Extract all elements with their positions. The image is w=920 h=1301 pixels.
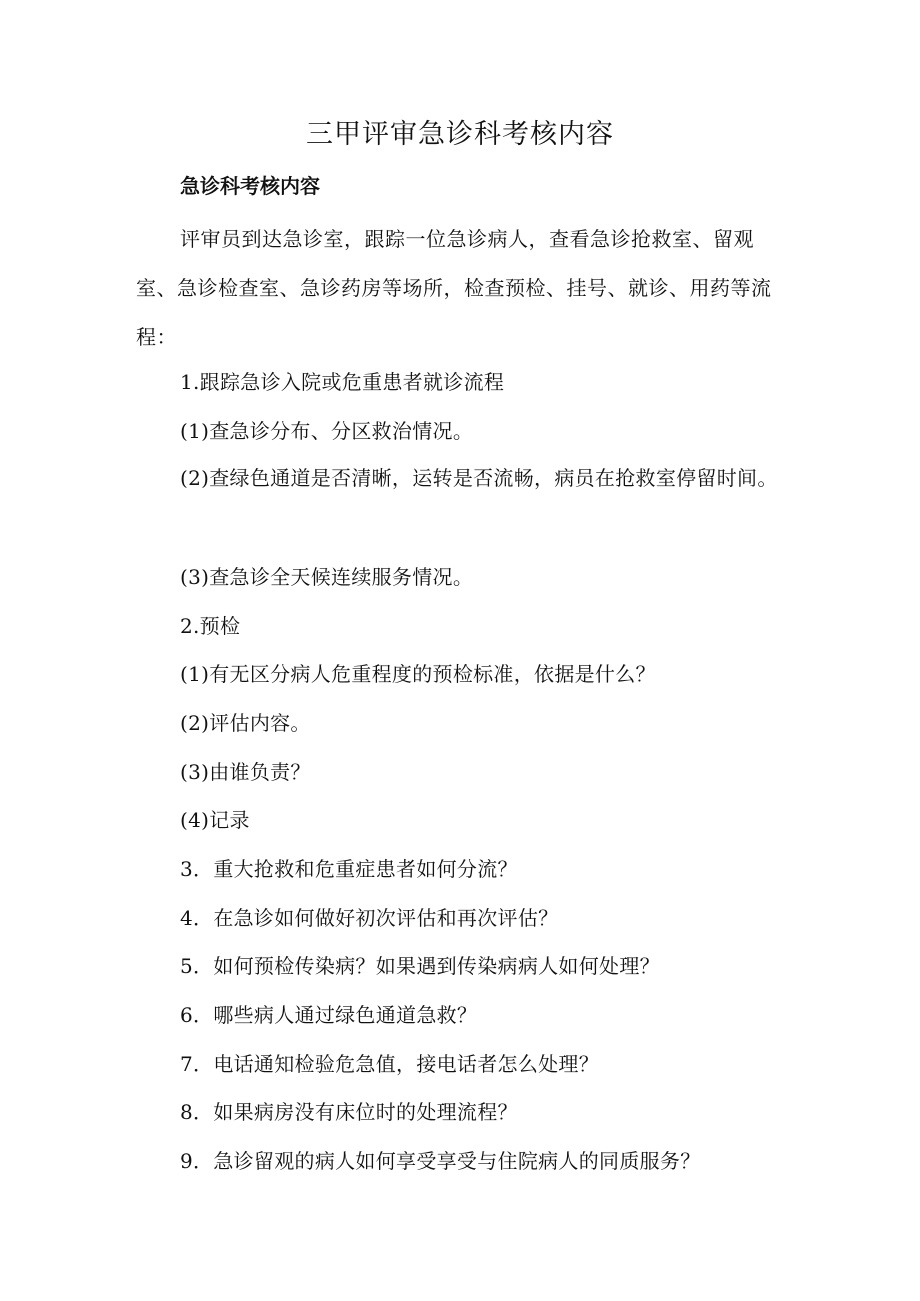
question-item: 4．在急诊如何做好初次评估和再次评估？ bbox=[180, 906, 559, 930]
list-item: (3)由谁负责？ bbox=[180, 760, 311, 784]
question-item: 6．哪些病人通过绿色通道急救？ bbox=[180, 1003, 478, 1027]
section-heading-2: 2.预检 bbox=[180, 614, 241, 638]
list-item: (2)查绿色通道是否清晰，运转是否流畅，病员在抢救室停留时间。 bbox=[180, 466, 778, 490]
question-item: 9．急诊留观的病人如何享受享受与住院病人的同质服务？ bbox=[180, 1149, 701, 1173]
section-heading-1: 1.跟踪急诊入院或危重患者就诊流程 bbox=[180, 370, 505, 394]
question-item: 5．如何预检传染病？如果遇到传染病病人如何处理？ bbox=[180, 954, 660, 978]
document-title: 三甲评审急诊科考核内容 bbox=[306, 119, 614, 150]
list-item: (1)查急诊分布、分区救治情况。 bbox=[180, 419, 474, 443]
question-item: 7．电话通知检验危急值，接电话者怎么处理？ bbox=[180, 1052, 600, 1076]
question-item: 3．重大抢救和危重症患者如何分流？ bbox=[180, 857, 518, 881]
list-item: (2)评估内容。 bbox=[180, 711, 311, 735]
section-subtitle: 急诊科考核内容 bbox=[180, 174, 320, 198]
question-item: 8．如果病房没有床位时的处理流程？ bbox=[180, 1100, 518, 1124]
list-item: (3)查急诊全天候连续服务情况。 bbox=[180, 565, 474, 589]
list-item: (1)有无区分病人危重程度的预检标准，依据是什么？ bbox=[180, 662, 656, 686]
intro-paragraph: 评审员到达急诊室，跟踪一位急诊病人，查看急诊抢救室、留观室、急诊检查室、急诊药房等场所，检查预检、挂号、就诊、用药等流程： bbox=[136, 227, 772, 349]
list-item: (4)记录 bbox=[180, 808, 250, 832]
